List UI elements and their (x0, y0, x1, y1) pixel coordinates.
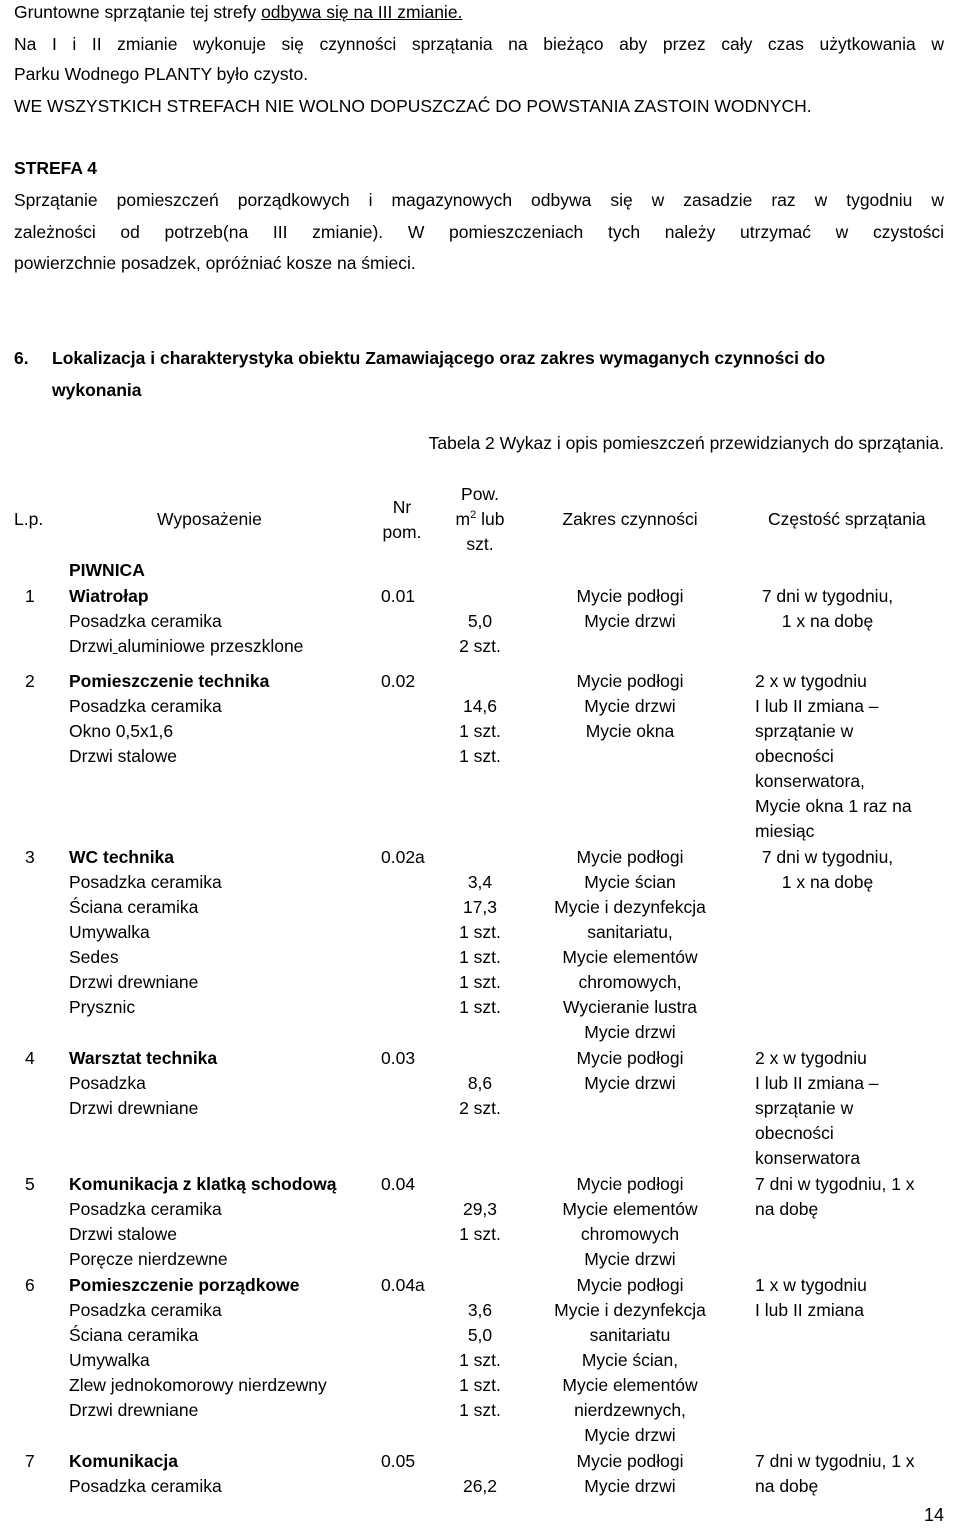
table-caption: Tabela 2 Wykaz i opis pomieszczeń przewidzianych do sprzątania. (428, 433, 944, 453)
row-lp: 2 (25, 671, 35, 691)
row-room-number: 0.02a (381, 847, 425, 867)
area-value: 1 szt. (459, 1400, 501, 1420)
header-frequency: Częstość sprzątania (768, 509, 926, 529)
frequency-line: sprzątanie w (755, 1098, 854, 1118)
room-title: Komunikacja (69, 1451, 178, 1471)
equipment-item-word: Drzwi (69, 636, 113, 656)
row-equipment (69, 1172, 336, 1272)
scope-item: Wycieranie lustra (562, 997, 698, 1017)
row-area (430, 1197, 530, 1247)
frequency-line: 7 dni w tygodniu, (761, 847, 894, 867)
area-value: 1 szt. (459, 972, 501, 992)
row-lp: 4 (25, 1048, 35, 1068)
section-title-line-1: Lokalizacja i charakterystyka obiektu Zamawiającego oraz zakres wymaganych czynności do (52, 348, 826, 368)
frequency-line: obecności (755, 1123, 834, 1143)
scope-item: nierdzewnych, (574, 1400, 686, 1420)
frequency-line: konserwatora, (755, 771, 865, 791)
equipment-item: Posadzka ceramika (69, 1199, 222, 1219)
frequency-line: 7 dni w tygodniu, 1 x (755, 1451, 915, 1471)
row-room-number: 0.04a (381, 1275, 425, 1295)
scope-item: Mycie elementów (562, 1375, 698, 1395)
row-equipment (69, 669, 269, 769)
scope-item: Mycie podłogi (576, 671, 684, 691)
equipment-item: Posadzka ceramika (69, 696, 222, 716)
equipment-item: Posadzka ceramika (69, 1476, 222, 1496)
row-area (430, 609, 530, 659)
scope-item: Mycie drzwi (584, 1022, 676, 1042)
scope-item: Mycie elementów (562, 947, 698, 967)
area-value: 1 szt. (459, 997, 501, 1017)
row-lp: 1 (25, 586, 35, 606)
row-scope (535, 1172, 725, 1272)
frequency-line: 2 x w tygodniu (755, 671, 867, 691)
row-frequency (755, 1172, 915, 1222)
equipment-item: Drzwi stalowe (69, 746, 177, 766)
scope-item: Mycie drzwi (584, 696, 676, 716)
row-equipment (69, 1046, 217, 1121)
frequency-line: 1 x na dobę (781, 872, 874, 892)
frequency-line: na dobę (755, 1199, 819, 1219)
area-value: 2 szt. (459, 636, 501, 656)
scope-item: Mycie okna (585, 721, 675, 741)
area-value: 1 szt. (459, 1375, 501, 1395)
equipment-item: Drzwi drewniane (69, 1098, 199, 1118)
area-value: 1 szt. (459, 1350, 501, 1370)
area-value: 1 szt. (459, 922, 501, 942)
section-number: 6. (14, 348, 29, 368)
row-room-number: 0.03 (381, 1048, 416, 1068)
header-nr-line: Nr (392, 497, 412, 517)
area-value: 5,0 (467, 611, 493, 631)
equipment-item: Posadzka ceramika (69, 611, 222, 631)
equipment-item: Drzwi drewniane (69, 1400, 199, 1420)
area-value: 26,2 (462, 1476, 498, 1496)
strefa4-line-2: zależności od potrzeb(na III zmianie). W pomieszczeniach tych należy utrzymać w czystości (14, 222, 944, 242)
intro-text: Gruntowne sprzątanie tej strefy (14, 2, 262, 22)
frequency-line: konserwatora (755, 1148, 861, 1168)
scope-item: sanitariatu, (587, 922, 673, 942)
row-room-number: 0.05 (381, 1451, 416, 1471)
equipment-item: Ściana ceramika (69, 897, 199, 917)
row-room-number: 0.01 (381, 586, 416, 606)
scope-item: Mycie podłogi (576, 847, 684, 867)
area-value: 2 szt. (459, 1098, 501, 1118)
scope-item: Mycie podłogi (576, 1048, 684, 1068)
scope-item: Mycie drzwi (584, 1425, 676, 1445)
row-equipment (69, 584, 303, 659)
room-title: Pomieszczenie technika (69, 671, 270, 691)
frequency-line: 1 x w tygodniu (755, 1275, 867, 1295)
area-value: 1 szt. (459, 1224, 501, 1244)
scope-item: Mycie i dezynfekcja (554, 1300, 706, 1320)
header-area-unit: m (455, 509, 471, 529)
row-area (430, 870, 530, 1020)
scope-item: Mycie drzwi (584, 1249, 676, 1269)
intro-warning: WE WSZYSTKICH STREFACH NIE WOLNO DOPUSZCZAĆ DO POWSTANIA ZASTOIN WODNYCH. (14, 96, 812, 116)
header-area-line-2 (440, 507, 520, 532)
row-frequency (755, 669, 912, 844)
equipment-item: Posadzka ceramika (69, 872, 222, 892)
room-title: Wiatrołap (69, 586, 149, 606)
area-value: 1 szt. (459, 721, 501, 741)
area-value: 8,6 (467, 1073, 493, 1093)
row-lp: 7 (25, 1451, 35, 1471)
strefa4-line-3: powierzchnie posadzek, opróżniać kosze na śmieci. (14, 253, 416, 273)
scope-item: chromowych (580, 1224, 680, 1244)
room-title: Komunikacja z klatką schodową (69, 1174, 337, 1194)
floor-label: PIWNICA (69, 560, 145, 580)
scope-item: Mycie drzwi (584, 1073, 676, 1093)
header-equipment: Wyposażenie (157, 509, 262, 529)
area-value: 1 szt. (459, 947, 501, 967)
row-equipment (69, 1449, 222, 1499)
frequency-line: 7 dni w tygodniu, 1 x (755, 1174, 915, 1194)
row-frequency (755, 1449, 915, 1499)
row-area (430, 1071, 530, 1121)
header-area (440, 482, 520, 557)
header-area-or: lub (476, 509, 505, 529)
area-value: 29,3 (462, 1199, 498, 1219)
section-title-line-2: wykonania (52, 380, 142, 400)
header-room-number (372, 495, 432, 545)
intro-underlined-text: odbywa się na III zmianie. (261, 2, 463, 22)
equipment-item-rest: aluminiowe przeszklone (117, 636, 304, 656)
area-value: 5,0 (467, 1325, 493, 1345)
row-area (430, 1298, 530, 1423)
area-value: 17,3 (462, 897, 498, 917)
equipment-item: Poręcze nierdzewne (69, 1249, 228, 1269)
row-scope (535, 669, 725, 744)
scope-item: Mycie podłogi (576, 1174, 684, 1194)
row-scope (535, 1046, 725, 1096)
frequency-line: miesiąc (755, 821, 815, 841)
scope-item: Mycie podłogi (576, 586, 684, 606)
equipment-item: Zlew jednokomorowy nierdzewny (69, 1375, 327, 1395)
frequency-line: Mycie okna 1 raz na (755, 796, 912, 816)
scope-item: Mycie podłogi (576, 1451, 684, 1471)
equipment-item: Ściana ceramika (69, 1325, 199, 1345)
row-scope (535, 845, 725, 1045)
row-room-number: 0.04 (381, 1174, 416, 1194)
room-title: Warsztat technika (69, 1048, 218, 1068)
scope-item: Mycie podłogi (576, 1275, 684, 1295)
row-lp: 6 (25, 1275, 35, 1295)
room-title: WC technika (69, 847, 175, 867)
frequency-line: I lub II zmiana – (755, 1073, 879, 1093)
page-number: 14 (923, 1505, 944, 1525)
scope-item: sanitariatu (589, 1325, 671, 1345)
frequency-line: sprzątanie w (755, 721, 854, 741)
intro-line-1 (14, 0, 462, 25)
frequency-line: obecności (755, 746, 834, 766)
frequency-line: I lub II zmiana – (755, 696, 879, 716)
scope-item: Mycie drzwi (584, 1476, 676, 1496)
room-title: Pomieszczenie porządkowe (69, 1275, 300, 1295)
row-equipment (69, 845, 222, 1020)
equipment-item: Drzwi drewniane (69, 972, 199, 992)
scope-item: Mycie ścian (584, 872, 676, 892)
header-lp: L.p. (14, 509, 44, 529)
frequency-line: na dobę (755, 1476, 819, 1496)
row-equipment (69, 1273, 327, 1423)
equipment-item: Okno 0,5x1,6 (69, 721, 174, 741)
strefa4-heading: STREFA 4 (14, 158, 97, 178)
equipment-item (69, 634, 303, 659)
header-area-sup: 2 (470, 509, 477, 521)
intro-line-2: Na I i II zmianie wykonuje się czynności sprzątania na bieżąco aby przez cały czas użytkowania w (14, 34, 944, 54)
frequency-line: I lub II zmiana (755, 1300, 864, 1320)
scope-item: Mycie drzwi (584, 611, 676, 631)
equipment-item: Drzwi stalowe (69, 1224, 177, 1244)
scope-item: Mycie i dezynfekcja (554, 897, 706, 917)
equipment-item: Sedes (69, 947, 119, 967)
area-value: 3,4 (467, 872, 493, 892)
row-area (430, 694, 530, 769)
header-scope: Zakres czynności (562, 509, 698, 529)
equipment-item: Umywalka (69, 1350, 150, 1370)
row-area (430, 1474, 530, 1499)
scope-item: chromowych, (578, 972, 682, 992)
header-area-line-3: szt. (466, 534, 494, 554)
row-scope (535, 584, 725, 634)
area-value: 1 szt. (459, 746, 501, 766)
row-room-number: 0.02 (381, 671, 416, 691)
row-scope (535, 1273, 725, 1448)
frequency-line: 2 x w tygodniu (755, 1048, 867, 1068)
row-lp: 5 (25, 1174, 35, 1194)
frequency-line: 1 x na dobę (781, 611, 874, 631)
scope-item: Mycie elementów (562, 1199, 698, 1219)
scope-item: Mycie ścian, (581, 1350, 679, 1370)
equipment-item: Posadzka (69, 1073, 146, 1093)
row-lp: 3 (25, 847, 35, 867)
header-area-line-1: Pow. (461, 484, 499, 504)
equipment-item: Posadzka ceramika (69, 1300, 222, 1320)
row-frequency (755, 1046, 879, 1171)
equipment-item: Umywalka (69, 922, 150, 942)
header-pom-line: pom. (382, 522, 422, 542)
row-frequency (745, 584, 910, 634)
area-value: 3,6 (467, 1300, 493, 1320)
row-frequency (745, 845, 910, 895)
intro-line-3: Parku Wodnego PLANTY było czysto. (14, 64, 309, 84)
area-value: 14,6 (462, 696, 498, 716)
row-scope (535, 1449, 725, 1499)
equipment-item: Prysznic (69, 997, 136, 1017)
frequency-line: 7 dni w tygodniu, (761, 586, 894, 606)
strefa4-line-1: Sprzątanie pomieszczeń porządkowych i magazynowych odbywa się w zasadzie raz w tygodniu w (14, 190, 944, 210)
row-frequency (755, 1273, 867, 1323)
